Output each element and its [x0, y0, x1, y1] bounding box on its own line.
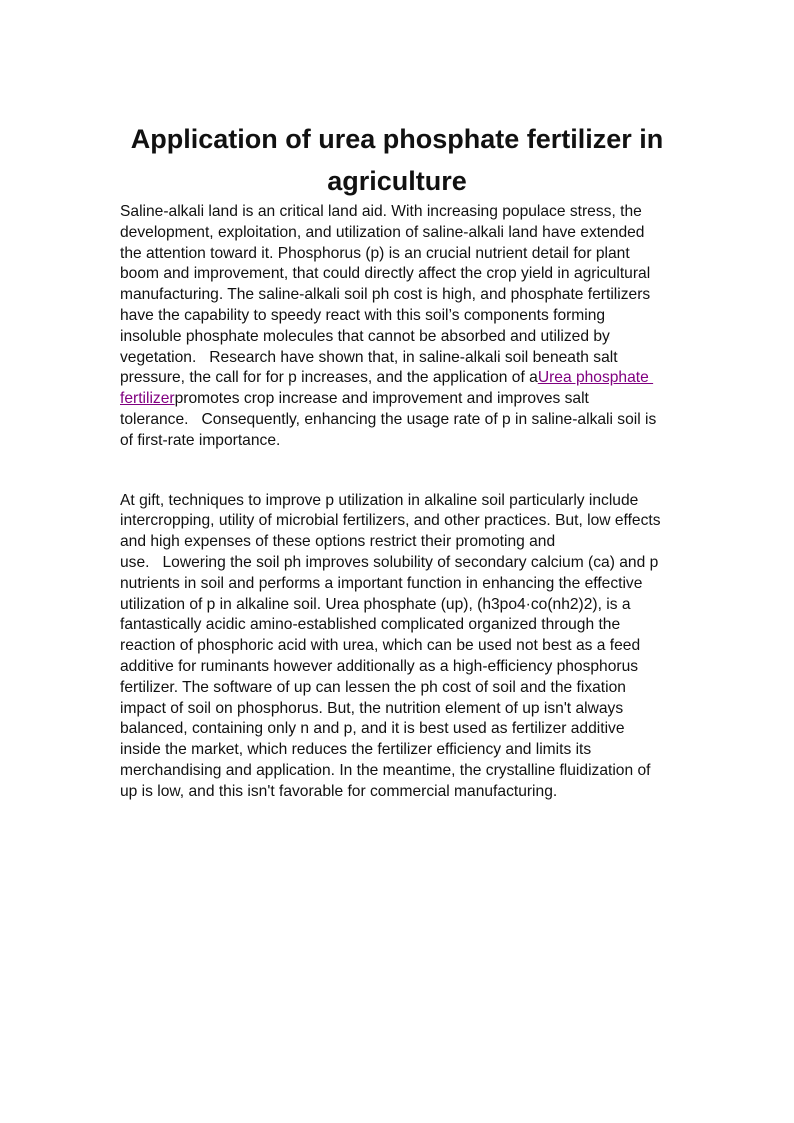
text-segment: pressure, the call for for p increases, and the application of a	[120, 369, 538, 387]
title-line: Application of urea phosphate fertilizer in	[130, 124, 664, 154]
page-title	[100, 118, 694, 202]
text-segment: promotes crop increase and improvement and improves salt	[174, 390, 589, 408]
text-line: impact of soil on phosphorus. But, the nutrition element of up isn't always	[120, 699, 624, 717]
text-line: reaction of phosphoric acid with urea, which can be used not best as a feed	[120, 637, 641, 655]
urea-phosphate-fertilizer-link[interactable]: Urea phosphate	[537, 369, 654, 387]
text-line	[120, 389, 720, 410]
text-line: development, exploitation, and utilization of saline-alkali land have extended	[120, 223, 645, 241]
paragraph-1	[120, 202, 720, 452]
text-line: Saline-alkali land is an critical land aid. With increasing populace stress, the	[120, 203, 642, 220]
text-line: nutrients in soil and performs a important function in enhancing the effective	[120, 574, 643, 592]
text-line: fantastically acidic amino-established complicated organized through the	[120, 616, 621, 634]
text-line: use. Lowering the soil ph improves solubility of secondary calcium (ca) and p	[120, 553, 659, 571]
title-line: agriculture	[327, 166, 467, 196]
text-line: vegetation. Research have shown that, in saline-alkali soil beneath salt	[120, 348, 618, 366]
text-line: tolerance. Consequently, enhancing the usage rate of p in saline-alkali soil is	[120, 410, 657, 428]
text-line: the attention toward it. Phosphorus (p) is an crucial nutrient detail for plant	[120, 244, 630, 262]
paragraph-2	[120, 491, 720, 803]
urea-phosphate-fertilizer-link-cont[interactable]: fertilizer	[120, 390, 175, 408]
text-line: of first-rate importance.	[120, 431, 281, 449]
text-line: and high expenses of these options restrict their promoting and	[120, 533, 556, 551]
text-line: balanced, containing only n and p, and it is best used as fertilizer additive	[120, 720, 625, 738]
text-line: manufacturing. The saline-alkali soil ph cost is high, and phosphate fertilizers	[120, 286, 651, 304]
text-line: merchandising and application. In the meantime, the crystalline fluidization of	[120, 761, 651, 779]
text-line: At gift, techniques to improve p utilization in alkaline soil particularly include	[120, 491, 639, 509]
text-line: insoluble phosphate molecules that cannot be absorbed and utilized by	[120, 327, 610, 345]
text-line: fertilizer. The software of up can lessen the ph cost of soil and the fixation	[120, 678, 626, 696]
text-line: intercropping, utility of microbial fertilizers, and other practices. But, low effects	[120, 512, 661, 530]
text-line: additive for ruminants however additionally as a high-efficiency phosphorus	[120, 657, 639, 675]
text-line: have the capability to speedy react with this soil’s components forming	[120, 306, 606, 324]
text-line	[120, 368, 720, 389]
text-line: up is low, and this isn't favorable for commercial manufacturing.	[120, 782, 558, 800]
text-line: inside the market, which reduces the fertilizer efficiency and limits its	[120, 741, 592, 759]
text-line: utilization of p in alkaline soil. Urea phosphate (up), (h3po4·co(nh2)2), is a	[120, 595, 631, 613]
text-line: boom and improvement, that could directly affect the crop yield in agricultural	[120, 265, 651, 283]
